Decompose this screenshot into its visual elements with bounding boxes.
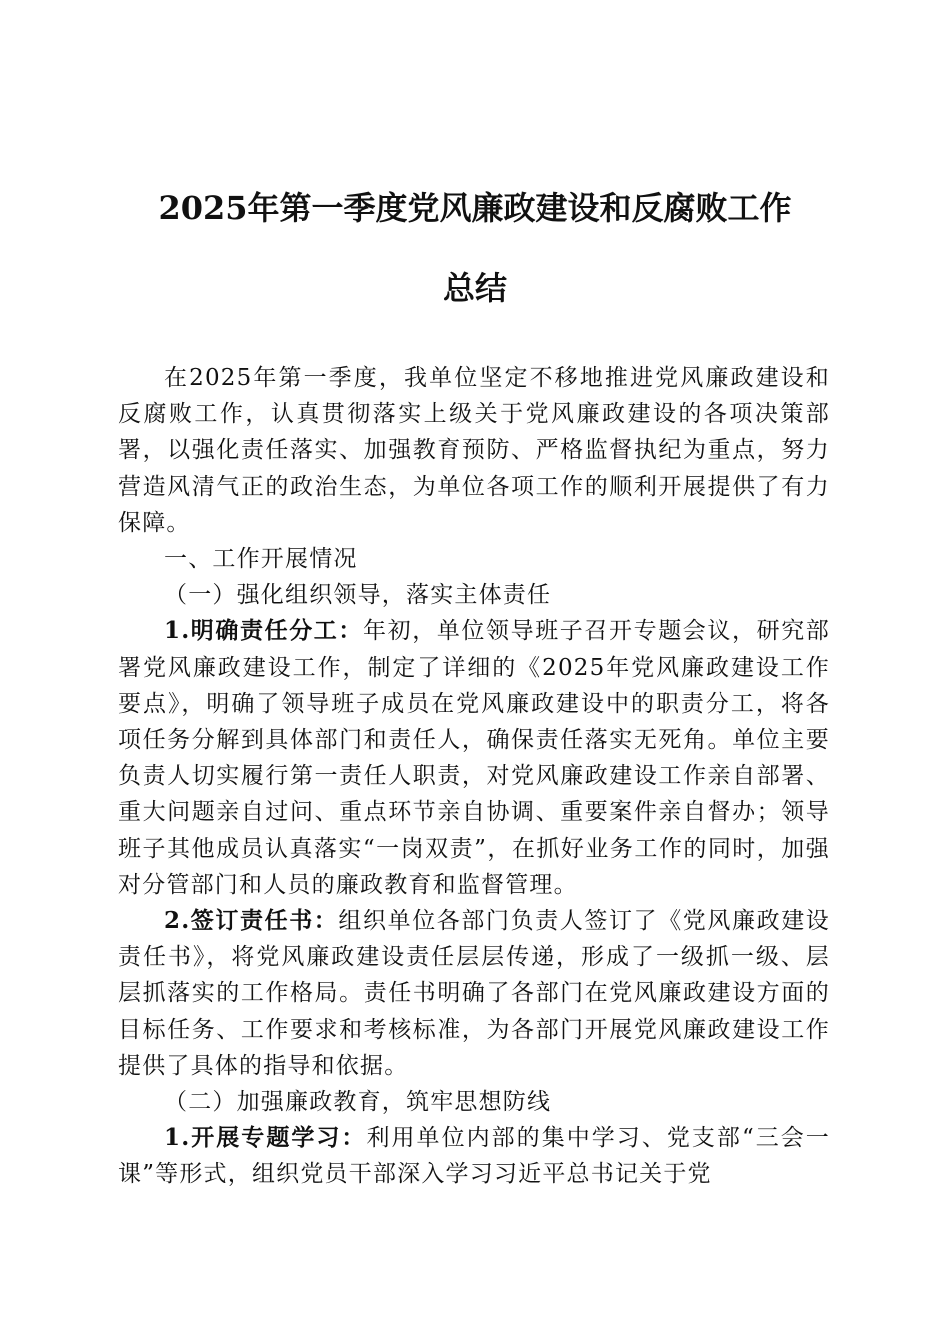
intro-paragraph: 在2025年第一季度，我单位坚定不移地推进党风廉政建设和反腐败工作，认真贯彻落实上级关于党风廉政建设的各项决策部署，以强化责任落实、加强教育预防、严格监督执纪为重点，努力营造风清气正的政治生态，为单位各项工作的顺利开展提供了有力保障。 [118, 365, 830, 536]
document-title [110, 168, 840, 328]
document-body [118, 360, 830, 1193]
item-text-1: 年初，单位领导班子召开专题会议，研究部署党风廉政建设工作，制定了详细的《2025年党风廉政建设工作要点》，明确了领导班子成员在党风廉政建设中的职责分工，将各项任务分解到具体部门和责任人，确保责任落实无死角。单位主要负责人切实履行第一责任人职责，对党风廉政建设工作亲自部署、重大问题亲自过问、重点环节亲自协调、重要案件亲自督办；领导班子其他成员认真落实“一岗双责”，在抓好业务工作的同时，加强对分管部门和人员的廉政教育和监督管理。 [118, 618, 830, 898]
item-paragraph-1 [118, 613, 830, 903]
item-text-3: 利用单位内部的集中学习、党支部“三会一课”等形式，组织党员干部深入学习习近平总书记关于党 [118, 1125, 830, 1188]
item-label-3: 1.开展专题学习： [164, 1124, 367, 1152]
item-label-1: 1.明确责任分工： [164, 617, 364, 645]
item-text-2: 组织单位各部门负责人签订了《党风廉政建设责任书》，将党风廉政建设责任层层传递，形成了一级抓一级、层层抓落实的工作格局。责任书明确了各部门在党风廉政建设方面的目标任务、工作要求和考核标准，为各部门开展党风廉政建设工作提供了具体的指导和依据。 [118, 908, 830, 1079]
item-paragraph-3 [118, 1120, 830, 1192]
title-line-2: 总结 [442, 269, 507, 307]
item-label-2: 2.签订责任书： [164, 907, 339, 935]
item-paragraph-2 [118, 903, 830, 1084]
subsection-heading-1: （一）强化组织领导，落实主体责任 [164, 582, 552, 609]
section-heading: 一、工作开展情况 [164, 546, 358, 573]
subsection-heading-2: （二）加强廉政教育，筑牢思想防线 [164, 1089, 552, 1116]
title-line-1: 2025年第一季度党风廉政建设和反腐败工作 [158, 189, 792, 227]
